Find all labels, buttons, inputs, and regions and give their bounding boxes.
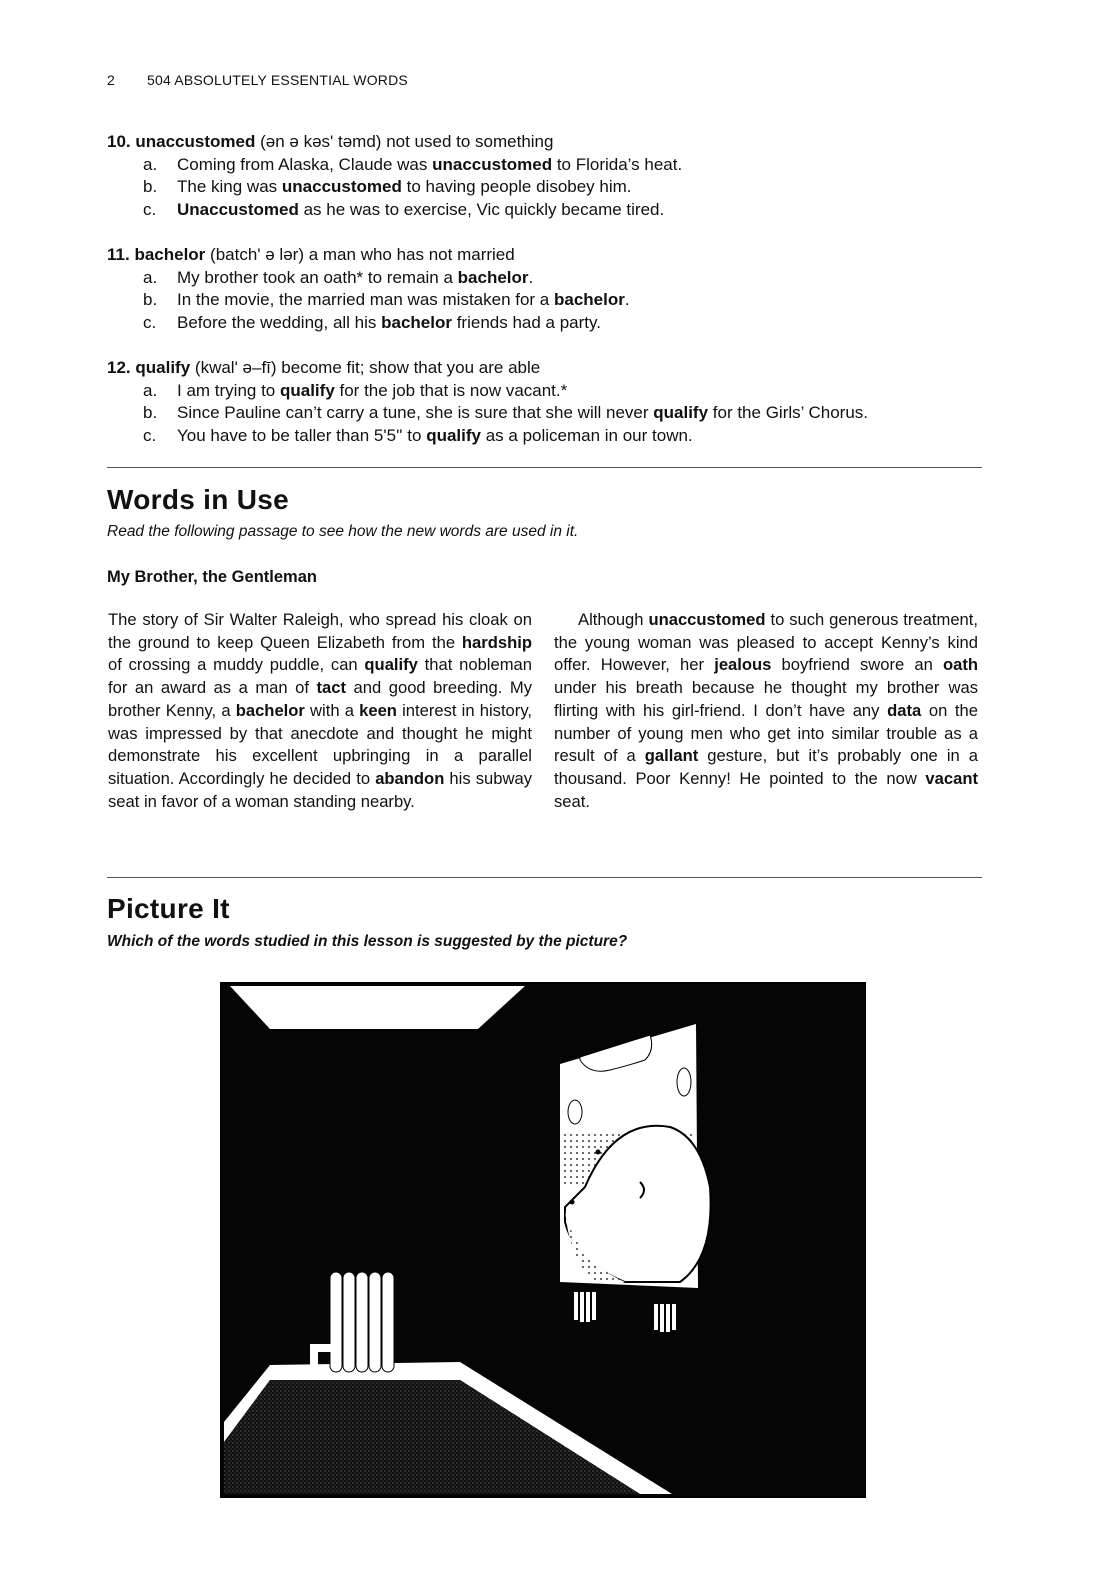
illustration-svg xyxy=(220,982,866,1498)
example-letter: a. xyxy=(143,380,158,400)
example-sentence xyxy=(143,402,987,425)
vocab-entry-10 xyxy=(107,131,987,221)
example-sentence xyxy=(143,176,987,199)
passage-text: gesture, but it’s probably one in a thousand. Poor Kenny! He pointed to the now xyxy=(554,746,978,788)
entry-number: 10. xyxy=(107,132,131,151)
example-keyword: bachelor xyxy=(457,267,529,287)
example-letter: b. xyxy=(143,290,158,310)
example-sentence xyxy=(143,199,987,222)
passage-text: that nobleman for an award as a man of xyxy=(108,655,532,698)
entry-number: 12. xyxy=(107,358,131,377)
entry-headline xyxy=(107,131,987,154)
passage-text: The story of Sir Walter Raleigh, who spread his cloak on the ground to keep Queen Elizabeth from the xyxy=(108,610,532,652)
passage-text: under his breath because he thought my brother was flirting with his girl-friend. I don’t have any xyxy=(554,678,978,720)
picture-it-instruction: Which of the words studied in this lesson is suggested by the picture? xyxy=(107,933,628,950)
picture-it-heading: Picture It xyxy=(107,893,230,924)
vocab-keyword: qualify xyxy=(364,655,418,675)
passage-text: seat. xyxy=(554,791,590,811)
page-number: 2 xyxy=(107,72,115,88)
example-keyword: qualify xyxy=(426,425,481,445)
vocab-keyword: keen xyxy=(359,700,397,720)
example-letter: b. xyxy=(143,177,158,197)
example-text: for the job that is now vacant.* xyxy=(334,380,568,400)
entry-definition: become fit; show that you are able xyxy=(281,358,541,377)
example-text: Since Pauline can’t carry a tune, she is sure that she will never xyxy=(177,403,654,423)
example-sentence xyxy=(143,289,987,312)
example-letter: c. xyxy=(143,199,157,219)
example-letter: a. xyxy=(143,154,158,174)
entry-definition: not used to something xyxy=(386,132,554,151)
entry-pronunciation: (kwal' ə–fī) xyxy=(194,358,277,377)
tree xyxy=(568,1100,582,1124)
example-text: as he was to exercise, Vic quickly became tired. xyxy=(298,199,665,219)
example-sentence xyxy=(143,380,987,403)
story-title: My Brother, the Gentleman xyxy=(107,568,317,586)
vocab-keyword: unaccustomed xyxy=(648,610,766,629)
entry-pronunciation: (ən ə kəs' təmd) xyxy=(260,132,382,151)
example-letter: c. xyxy=(143,312,157,332)
example-text: to having people disobey him. xyxy=(401,177,632,197)
example-text: Coming from Alaska, Claude was xyxy=(177,154,433,174)
vocab-keyword: vacant xyxy=(925,768,978,788)
vocab-entry-12 xyxy=(107,357,987,447)
vocab-keyword: data xyxy=(887,700,922,720)
man-eye xyxy=(596,1150,601,1155)
passage-text: his subway seat in favor of a woman standing nearby. xyxy=(108,768,532,811)
example-text: . xyxy=(528,267,534,287)
example-keyword: qualify xyxy=(279,380,335,400)
example-text: friends had a party. xyxy=(451,312,601,332)
example-keyword: unaccustomed xyxy=(432,154,553,174)
vocab-keyword: bachelor xyxy=(235,700,305,720)
example-text: . xyxy=(624,290,630,310)
example-keyword: unaccustomed xyxy=(281,177,402,197)
passage-text: boyfriend swore an xyxy=(771,655,943,675)
vocab-keyword: tact xyxy=(316,678,347,698)
words-in-use-heading: Words in Use xyxy=(107,484,290,515)
vocab-entry-11 xyxy=(107,244,987,334)
running-head xyxy=(107,72,408,88)
example-text: The king was xyxy=(177,177,282,197)
entry-pronunciation: (batch' ə lər) xyxy=(210,245,304,264)
example-keyword: Unaccustomed xyxy=(177,199,299,219)
vocab-keyword: gallant xyxy=(644,746,699,766)
example-text: for the Girls’ Chorus. xyxy=(708,403,869,423)
passage-text: and good breeding. My brother Kenny, a xyxy=(108,678,532,720)
example-keyword: bachelor xyxy=(554,290,625,310)
example-keyword: qualify xyxy=(653,403,709,423)
entry-headline xyxy=(107,357,987,380)
example-letter: b. xyxy=(143,403,158,423)
entry-word: bachelor xyxy=(134,245,206,264)
example-letter: a. xyxy=(143,267,158,287)
example-text: Before the wedding, all his xyxy=(177,312,382,332)
example-text: to Florida’s heat. xyxy=(552,154,683,174)
words-in-use-instruction: Read the following passage to see how the new words are used in it. xyxy=(107,523,579,540)
entry-number: 11. xyxy=(107,245,130,264)
ceiling xyxy=(230,986,525,1029)
example-sentence xyxy=(143,154,987,177)
section-divider xyxy=(107,467,982,468)
entry-word: qualify xyxy=(135,358,191,377)
example-text: My brother took an oath* to remain a xyxy=(177,267,458,287)
passage-text: of crossing a muddy puddle, can xyxy=(108,655,365,675)
entry-word: unaccustomed xyxy=(135,132,256,151)
passage-right-column xyxy=(554,609,978,813)
section-divider xyxy=(107,877,982,878)
entry-headline xyxy=(107,244,987,267)
vocab-keyword: jealous xyxy=(714,655,772,675)
passage-text: interest in history, was impressed by that anecdote and thought he might demonstrate his excellent upbringing in a parallel situation. Accordingly he decided to xyxy=(108,700,532,788)
example-letter: c. xyxy=(143,425,157,445)
passage-text: on the number of young men who get into similar trouble as a result of a xyxy=(554,700,978,766)
example-text: You have to be taller than 5'5'' to xyxy=(177,425,427,445)
book-title: 504 ABSOLUTELY ESSENTIAL WORDS xyxy=(147,72,408,88)
example-keyword: bachelor xyxy=(381,312,452,332)
example-text: I am trying to xyxy=(177,380,280,400)
example-sentence xyxy=(143,267,987,290)
illustration xyxy=(220,982,866,1498)
vocab-keyword: hardship xyxy=(461,632,532,652)
example-text: In the movie, the married man was mistaken for a xyxy=(177,290,554,310)
tree xyxy=(677,1068,691,1096)
vocab-keyword: oath xyxy=(942,655,978,675)
passage-text: to such generous treatment, the young woman was pleased to accept Kenny’s kind offer. However, her xyxy=(554,610,979,675)
entry-definition: a man who has not married xyxy=(308,245,515,264)
example-text: as a policeman in our town. xyxy=(480,425,693,445)
passage-left-column xyxy=(108,609,532,813)
passage-text: Although xyxy=(578,610,649,629)
vocab-keyword: abandon xyxy=(375,768,445,788)
example-sentence xyxy=(143,312,987,335)
example-sentence xyxy=(143,425,987,448)
passage-text: with a xyxy=(304,700,360,720)
